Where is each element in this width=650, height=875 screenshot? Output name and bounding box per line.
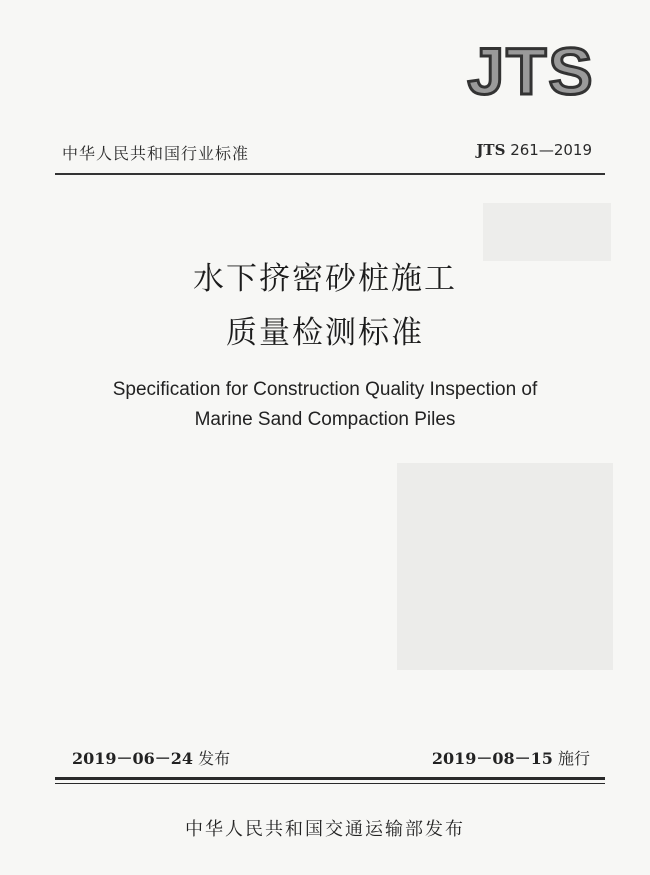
effective-date-value: 2019－08－15 <box>431 749 553 768</box>
standard-code <box>476 141 592 159</box>
issue-date-label: 发布 <box>198 749 231 768</box>
blank-box-middle <box>397 463 613 670</box>
header-divider <box>55 173 605 175</box>
standard-prefix: JTS <box>476 141 506 159</box>
standard-number: 261—2019 <box>510 141 592 159</box>
title-en-line1: Specification for Construction Quality Inspection of <box>112 379 538 400</box>
footer-divider-thick <box>55 777 605 780</box>
title-cn-line2: 质量检测标准 <box>226 315 424 351</box>
title-cn-line1: 水下挤密砂桩施工 <box>193 261 457 297</box>
standard-category: 中华人民共和国行业标准 <box>62 144 250 163</box>
issue-date <box>72 746 230 769</box>
issue-date-value: 2019－06－24 <box>72 749 194 768</box>
publisher: 中华人民共和国交通运输部发布 <box>185 819 465 840</box>
title-en-line2: Marine Sand Compaction Piles <box>194 409 456 430</box>
jts-logo-text: JTS <box>467 38 595 104</box>
footer-divider-thin <box>55 783 605 784</box>
jts-logo <box>455 38 607 104</box>
effective-date <box>432 746 590 769</box>
effective-date-label: 施行 <box>557 749 590 768</box>
